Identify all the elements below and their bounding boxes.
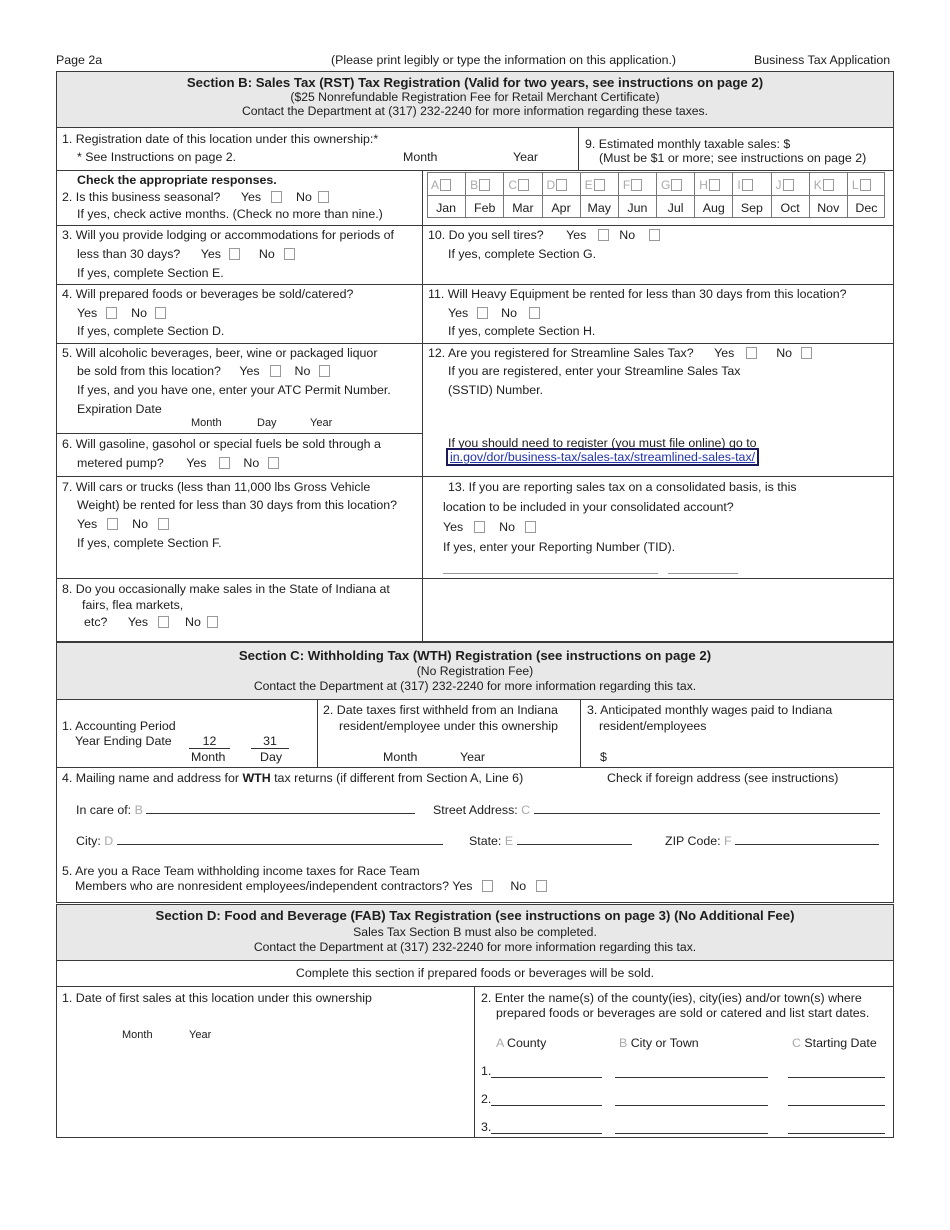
month-letter-text: E bbox=[584, 178, 593, 192]
q2-yes-label: Yes bbox=[240, 190, 262, 204]
month-checkbox-jan[interactable] bbox=[440, 179, 451, 191]
d2-county-header bbox=[496, 1036, 546, 1050]
month-letter-text: L bbox=[851, 178, 859, 192]
month-checkbox-jun[interactable] bbox=[631, 179, 642, 191]
q13-no-label: No bbox=[499, 520, 515, 534]
q10-no-checkbox[interactable] bbox=[649, 229, 660, 241]
q10-yes-checkbox[interactable] bbox=[598, 229, 609, 241]
section-d-complete-note: Complete this section if prepared foods or beverages will be sold. bbox=[295, 966, 655, 980]
page-number: Page 2a bbox=[56, 53, 103, 67]
month-cell-nov bbox=[809, 172, 847, 218]
c4-street-row bbox=[433, 802, 880, 817]
q3-text: less than 30 days? bbox=[77, 247, 181, 261]
d2-date-header bbox=[792, 1036, 877, 1050]
q8-line3 bbox=[84, 615, 218, 629]
d1-month-label: Month bbox=[122, 1029, 153, 1041]
city-town-letter: B bbox=[619, 1036, 628, 1050]
q12-yes-checkbox[interactable] bbox=[746, 347, 757, 359]
c5-yes-checkbox[interactable] bbox=[482, 880, 493, 892]
q5-yes-checkbox[interactable] bbox=[270, 365, 281, 377]
q5-line2 bbox=[77, 364, 330, 378]
q6-no-label: No bbox=[243, 456, 260, 470]
q9-note: (Must be $1 or more; see instructions on page 2) bbox=[599, 151, 867, 165]
month-letter bbox=[776, 178, 794, 192]
section-b-contact: Contact the Department at (317) 232-2240 for more information regarding these taxes. bbox=[241, 104, 709, 118]
q6-no-checkbox[interactable] bbox=[268, 457, 279, 469]
section-b-header bbox=[56, 71, 894, 128]
month-name: Nov bbox=[817, 201, 840, 215]
q2-note: If yes, check active months. (Check no more than nine.) bbox=[77, 207, 383, 221]
q7-yes-checkbox[interactable] bbox=[107, 518, 118, 530]
q3-no-label: No bbox=[258, 247, 275, 261]
q2-yes-checkbox[interactable] bbox=[271, 191, 282, 203]
month-letter bbox=[737, 178, 752, 192]
d2-row-1 bbox=[481, 1064, 491, 1078]
q4-yes-checkbox[interactable] bbox=[106, 307, 117, 319]
d1-first-sales: 1. Date of first sales at this location under this ownership bbox=[62, 991, 372, 1005]
c1-month-label: Month bbox=[191, 750, 226, 764]
month-letter bbox=[508, 178, 529, 192]
month-letter-text: I bbox=[737, 178, 741, 192]
q13-no-checkbox[interactable] bbox=[525, 521, 536, 533]
section-d-title: Section D: Food and Beverage (FAB) Tax Registration (see instructions on page 3) (No Additional Fee) bbox=[155, 908, 795, 923]
q8-no-checkbox[interactable] bbox=[207, 616, 218, 628]
street-letter: C bbox=[521, 803, 531, 817]
month-letter bbox=[814, 178, 834, 192]
q5-no-label: No bbox=[294, 364, 311, 378]
care-of-label: In care of: bbox=[76, 803, 132, 817]
d2-counties: 2. Enter the name(s) of the county(ies), city(ies) and/or town(s) where bbox=[481, 991, 862, 1005]
c5-race-team: 5. Are you a Race Team withholding income taxes for Race Team bbox=[62, 864, 420, 878]
month-checkbox-mar[interactable] bbox=[518, 179, 529, 191]
c1-month-value[interactable]: 12 bbox=[189, 734, 230, 749]
c4-mailing bbox=[62, 771, 523, 785]
month-cell-feb bbox=[465, 172, 503, 218]
c4-care-of-row bbox=[76, 802, 415, 817]
month-letter bbox=[585, 178, 605, 192]
c4-city-row bbox=[76, 833, 443, 848]
q13-yes-checkbox[interactable] bbox=[474, 521, 485, 533]
q10-yes-label: Yes bbox=[566, 228, 587, 242]
c1-day-value[interactable]: 31 bbox=[251, 734, 289, 749]
month-name: Oct bbox=[780, 201, 800, 215]
q10-note: If yes, complete Section G. bbox=[448, 247, 597, 261]
q4-note: If yes, complete Section D. bbox=[77, 324, 225, 338]
month-letter bbox=[431, 178, 451, 192]
c2-line2: resident/employee under this ownership bbox=[339, 719, 559, 733]
city-letter: D bbox=[104, 834, 114, 848]
q3-yes-label: Yes bbox=[200, 247, 221, 261]
section-d-header bbox=[56, 904, 894, 961]
section-c-fee: (No Registration Fee) bbox=[416, 664, 534, 678]
c4-text-post: tax returns (if different from Section A, Line 6) bbox=[270, 771, 524, 785]
q11-note: If yes, complete Section H. bbox=[448, 324, 596, 338]
care-of-letter: B bbox=[134, 803, 143, 817]
q5-expiration: Expiration Date bbox=[77, 402, 162, 416]
row-number: 1. bbox=[481, 1064, 492, 1078]
month-letter-text: H bbox=[699, 178, 708, 192]
q6-text: metered pump? bbox=[77, 456, 164, 470]
q12-yes-label: Yes bbox=[714, 346, 735, 360]
section-c-contact: Contact the Department at (317) 232-2240 for more information regarding this tax. bbox=[253, 679, 697, 693]
q13-tid: If yes, enter your Reporting Number (TID). bbox=[443, 540, 676, 554]
q8-no-label: No bbox=[185, 615, 201, 629]
month-letter bbox=[852, 178, 871, 192]
row-number: 3. bbox=[481, 1120, 492, 1134]
q3-lodging: 3. Will you provide lodging or accommodations for periods of bbox=[62, 228, 394, 242]
q13-answers bbox=[443, 520, 536, 534]
month-checkbox-feb[interactable] bbox=[479, 179, 490, 191]
section-b-title: Section B: Sales Tax (RST) Tax Registration (Valid for two years, see instructions on page 2) bbox=[186, 75, 764, 90]
streamline-link[interactable] bbox=[446, 450, 759, 464]
q6-yes-label: Yes bbox=[186, 456, 207, 470]
q13-line2: location to be included in your consolidated account? bbox=[443, 500, 734, 514]
section-b-fee: ($25 Nonrefundable Registration Fee for Retail Merchant Certificate) bbox=[290, 90, 660, 104]
q6-line2 bbox=[77, 456, 279, 470]
c5-no-checkbox[interactable] bbox=[536, 880, 547, 892]
q5-yes-label: Yes bbox=[239, 364, 260, 378]
q2-no-label: No bbox=[296, 190, 312, 204]
month-letter bbox=[661, 178, 682, 192]
county-letter: A bbox=[496, 1036, 504, 1050]
form-title: Business Tax Application bbox=[754, 53, 891, 67]
month-name: Sep bbox=[740, 201, 763, 215]
q1-registration-date: 1. Registration date of this location under this ownership:* bbox=[62, 132, 379, 146]
month-name: Mar bbox=[512, 201, 534, 215]
starting-date-letter: C bbox=[792, 1036, 801, 1050]
month-name: Feb bbox=[474, 201, 496, 215]
row3-date-field[interactable] bbox=[788, 1133, 885, 1134]
row3-county-field[interactable] bbox=[491, 1133, 602, 1134]
month-letter-text: C bbox=[508, 178, 517, 192]
q2-seasonal bbox=[62, 190, 329, 204]
d1-year-label: Year bbox=[189, 1029, 212, 1041]
q3-note: If yes, complete Section E. bbox=[77, 266, 224, 280]
q13-consolidated: 13. If you are reporting sales tax on a consolidated basis, is this bbox=[448, 480, 797, 494]
month-cell-oct bbox=[771, 172, 809, 218]
month-checkbox-dec[interactable] bbox=[860, 179, 871, 191]
month-letter-text: A bbox=[431, 178, 440, 192]
state-letter: E bbox=[504, 834, 514, 848]
month-cell-jan bbox=[427, 172, 465, 218]
month-checkbox-jul[interactable] bbox=[671, 179, 682, 191]
q7-line2: Weight) be rented for less than 30 days from this location? bbox=[77, 498, 398, 512]
print-instruction: (Please print legibly or type the information on this application.) bbox=[331, 53, 677, 67]
c3-line2: resident/employees bbox=[599, 719, 707, 733]
month-cell-dec bbox=[847, 172, 885, 218]
section-c-header bbox=[56, 642, 894, 700]
month-letter-text: J bbox=[775, 178, 782, 192]
city-label: City: bbox=[76, 834, 101, 848]
month-cell-apr bbox=[542, 172, 580, 218]
q3-line2 bbox=[77, 247, 295, 261]
care-of-field[interactable] bbox=[146, 802, 415, 814]
street-field[interactable] bbox=[534, 802, 880, 814]
q7-yes-label: Yes bbox=[77, 517, 98, 531]
q11-answers bbox=[448, 306, 540, 320]
month-name: May bbox=[587, 201, 611, 215]
q11-yes-label: Yes bbox=[448, 306, 469, 320]
q9-estimated-sales: 9. Estimated monthly taxable sales: $ bbox=[585, 137, 791, 151]
month-letter bbox=[623, 178, 642, 192]
q3-yes-checkbox[interactable] bbox=[229, 248, 240, 260]
q5-year-label: Year bbox=[310, 417, 333, 429]
d2-row-3 bbox=[481, 1120, 491, 1134]
month-name: Dec bbox=[855, 201, 878, 215]
q11-yes-checkbox[interactable] bbox=[477, 307, 488, 319]
month-checkbox-aug[interactable] bbox=[709, 179, 720, 191]
month-name: Jul bbox=[667, 201, 684, 215]
section-d-contact: Contact the Department at (317) 232-2240 for more information regarding this tax. bbox=[253, 940, 697, 954]
month-checkbox-sep[interactable] bbox=[742, 179, 753, 191]
zip-field[interactable] bbox=[735, 833, 879, 845]
q8-yes-label: Yes bbox=[127, 615, 149, 629]
c4-wth: WTH bbox=[242, 771, 271, 785]
q2-no-checkbox[interactable] bbox=[318, 191, 329, 203]
q7-answers bbox=[77, 517, 169, 531]
c3-anticipated-wages: 3. Anticipated monthly wages paid to Indiana bbox=[587, 703, 833, 717]
q5-atc-permit: If yes, and you have one, enter your ATC Permit Number. bbox=[77, 383, 391, 397]
section-c-title: Section C: Withholding Tax (WTH) Registration (see instructions on page 2) bbox=[238, 648, 712, 663]
q10-text: 10. Do you sell tires? bbox=[428, 228, 544, 242]
month-cell-jul bbox=[656, 172, 694, 218]
q13-tid-suffix-field[interactable] bbox=[668, 573, 738, 574]
section-d-line2: Sales Tax Section B must also be completed. bbox=[353, 925, 597, 939]
month-checkbox-may[interactable] bbox=[594, 179, 605, 191]
q10-no-label: No bbox=[619, 228, 636, 242]
month-name: Apr bbox=[551, 201, 571, 215]
c4-state-row bbox=[469, 833, 632, 848]
month-name: Aug bbox=[702, 201, 725, 215]
q12-no-checkbox[interactable] bbox=[801, 347, 812, 359]
state-field[interactable] bbox=[517, 833, 632, 845]
zip-letter: F bbox=[724, 834, 732, 848]
row2-date-field[interactable] bbox=[788, 1105, 885, 1106]
q10-tires bbox=[428, 228, 660, 242]
q2-text: 2. Is this business seasonal? bbox=[62, 190, 221, 204]
month-cell-mar bbox=[503, 172, 541, 218]
q7-no-checkbox[interactable] bbox=[158, 518, 169, 530]
q7-note: If yes, complete Section F. bbox=[77, 536, 222, 550]
q7-no-label: No bbox=[132, 517, 148, 531]
q8-line2: fairs, flea markets, bbox=[82, 598, 184, 612]
month-letter bbox=[547, 178, 568, 192]
q6-gasoline: 6. Will gasoline, gasohol or special fuels be sold through a bbox=[62, 437, 381, 451]
row1-date-field[interactable] bbox=[788, 1077, 885, 1078]
month-cell-aug bbox=[694, 172, 732, 218]
c2-date-withheld: 2. Date taxes first withheld from an Indiana bbox=[323, 703, 558, 717]
city-field[interactable] bbox=[117, 833, 443, 845]
q1-month-label: Month bbox=[403, 150, 438, 164]
q6-yes-checkbox[interactable] bbox=[219, 457, 230, 469]
c3-dollar: $ bbox=[600, 750, 607, 764]
c4-foreign: Check if foreign address (see instructions) bbox=[607, 771, 839, 785]
check-heading: Check the appropriate responses. bbox=[77, 173, 277, 187]
q12-text: 12. Are you registered for Streamline Sales Tax? bbox=[428, 346, 694, 360]
q12-no-label: No bbox=[776, 346, 793, 360]
q8-yes-checkbox[interactable] bbox=[158, 616, 169, 628]
c5-line2 bbox=[75, 879, 547, 893]
q4-no-label: No bbox=[131, 306, 147, 320]
c2-year-label: Year bbox=[460, 750, 486, 764]
c4-zip-row bbox=[665, 833, 879, 848]
county-label: County bbox=[507, 1036, 547, 1050]
month-cell-sep bbox=[732, 172, 770, 218]
q4-no-checkbox[interactable] bbox=[155, 307, 166, 319]
q5-alcohol: 5. Will alcoholic beverages, beer, wine or packaged liquor bbox=[62, 346, 378, 360]
q1-year-label: Year bbox=[513, 150, 539, 164]
q11-no-label: No bbox=[501, 306, 517, 320]
month-checkbox-oct[interactable] bbox=[783, 179, 794, 191]
q1-note: * See Instructions on page 2. bbox=[77, 150, 237, 164]
q4-prepared-foods: 4. Will prepared foods or beverages be sold/catered? bbox=[62, 287, 354, 301]
q13-yes-label: Yes bbox=[443, 520, 464, 534]
month-letter-text: B bbox=[470, 178, 479, 192]
starting-date-label: Starting Date bbox=[804, 1036, 877, 1050]
q4-yes-label: Yes bbox=[77, 306, 98, 320]
month-letter bbox=[470, 178, 490, 192]
street-label: Street Address: bbox=[433, 803, 518, 817]
month-cell-jun bbox=[618, 172, 656, 218]
q12-streamline bbox=[428, 346, 812, 360]
q12-register-note: If you should need to register (you must file online) go to bbox=[448, 436, 757, 450]
q12-line3: (SSTID) Number. bbox=[448, 383, 544, 397]
row1-city-field[interactable] bbox=[615, 1077, 768, 1078]
row-number: 2. bbox=[481, 1092, 492, 1106]
row3-city-field[interactable] bbox=[615, 1133, 768, 1134]
month-letter-text: G bbox=[661, 178, 671, 192]
q13-tid-field[interactable] bbox=[443, 573, 658, 574]
month-checkbox-nov[interactable] bbox=[823, 179, 834, 191]
c4-text: 4. Mailing name and address for bbox=[62, 771, 243, 785]
q5-month-label: Month bbox=[191, 417, 222, 429]
d2-city-header bbox=[619, 1036, 699, 1050]
c1-day-label: Day bbox=[260, 750, 283, 764]
c5-text: Members who are nonresident employees/independent contractors? Yes bbox=[75, 879, 473, 893]
d2-row-2 bbox=[481, 1092, 491, 1106]
q4-answers bbox=[77, 306, 166, 320]
month-name: Jun bbox=[627, 201, 648, 215]
q5-no-checkbox[interactable] bbox=[319, 365, 330, 377]
row1-county-field[interactable] bbox=[491, 1077, 602, 1078]
row2-county-field[interactable] bbox=[491, 1105, 602, 1106]
c2-month-label: Month bbox=[383, 750, 418, 764]
month-name: Jan bbox=[436, 201, 457, 215]
c5-no-label: No bbox=[510, 879, 527, 893]
q8-fairs: 8. Do you occasionally make sales in the State of Indiana at bbox=[62, 582, 390, 596]
c1-accounting-period: 1. Accounting Period bbox=[62, 719, 176, 733]
c1-year-ending: Year Ending Date bbox=[75, 734, 172, 748]
q11-heavy-equipment: 11. Will Heavy Equipment be rented for less than 30 days from this location? bbox=[428, 287, 847, 301]
q11-no-checkbox[interactable] bbox=[529, 307, 540, 319]
d2-line2: prepared foods or beverages are sold or catered and list start dates. bbox=[496, 1006, 870, 1020]
q12-line2: If you are registered, enter your Streamline Sales Tax bbox=[448, 364, 741, 378]
q8-text: etc? bbox=[84, 615, 108, 629]
q3-no-checkbox[interactable] bbox=[284, 248, 295, 260]
month-cell-may bbox=[580, 172, 618, 218]
city-town-label: City or Town bbox=[630, 1036, 699, 1050]
month-letter bbox=[699, 178, 720, 192]
zip-label: ZIP Code: bbox=[665, 834, 721, 848]
state-label: State: bbox=[469, 834, 502, 848]
streamline-link-text[interactable]: in.gov/dor/business-tax/sales-tax/streamlined-sales-tax/ bbox=[446, 448, 759, 466]
month-letter-text: D bbox=[546, 178, 556, 192]
month-letter-text: K bbox=[813, 178, 822, 192]
month-checkbox-apr[interactable] bbox=[556, 179, 567, 191]
q5-text: be sold from this location? bbox=[77, 364, 221, 378]
q5-day-label: Day bbox=[257, 417, 277, 429]
q7-vehicles: 7. Will cars or trucks (less than 11,000 lbs Gross Vehicle bbox=[62, 480, 371, 494]
row2-city-field[interactable] bbox=[615, 1105, 768, 1106]
month-letter-text: F bbox=[622, 178, 631, 192]
